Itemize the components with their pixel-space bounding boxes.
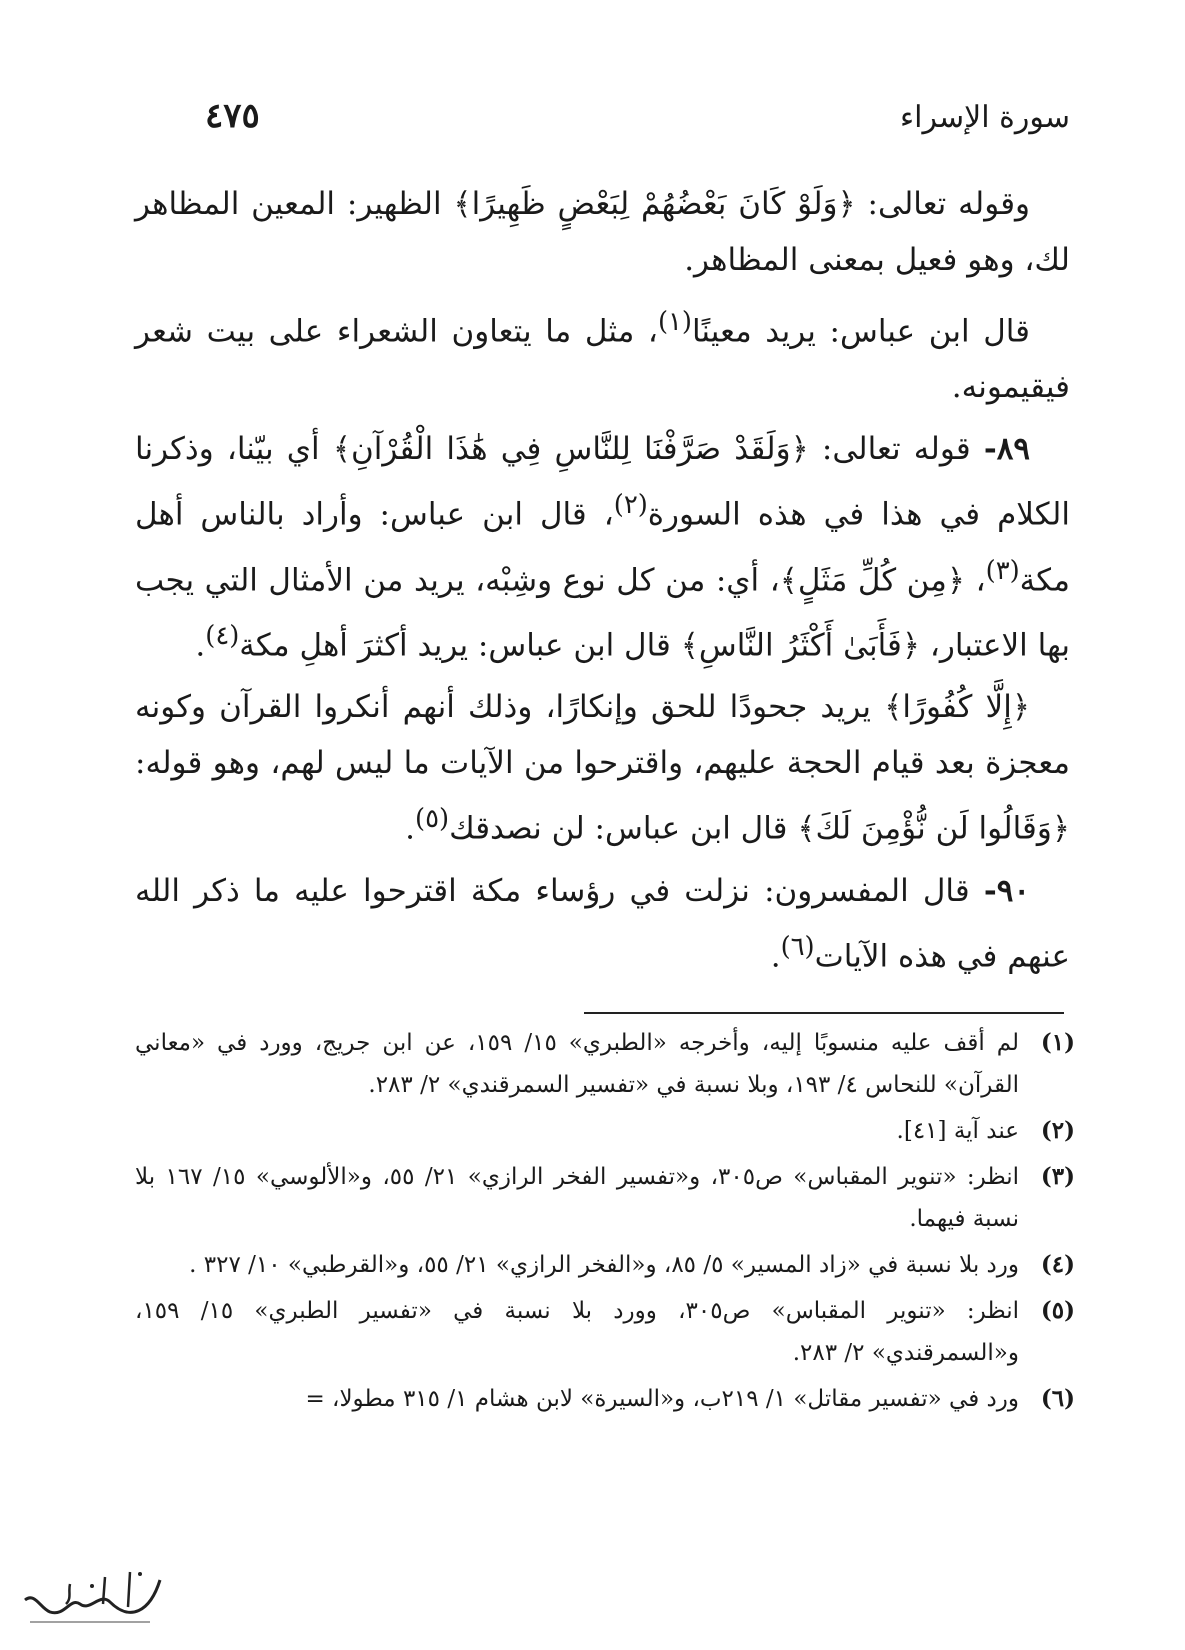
page-number: ٤٧٥ [205, 96, 260, 136]
surah-title: سورة الإسراء [900, 100, 1070, 135]
p4-verse-1: ﴿إِلَّا كُفُورًا﴾ [884, 689, 1030, 726]
footnote-marker: (٢) [1040, 1117, 1075, 1144]
p3-number: ٨٩- [983, 431, 1031, 468]
footnote-4 [135, 1244, 1075, 1286]
p3-text-4: ، أي: من كل نوع وشِبْه، يريد من الأمثال التي يجب بها الاعتبار، [135, 561, 1070, 664]
footnote-3 [135, 1156, 1075, 1240]
footnote-text: ورد في «تفسير مقاتل» ١/ ٢١٩ب، و«السيرة» لابن هشام ١/ ٣١٥ مطولا، = [305, 1386, 1019, 1412]
footnote-separator [584, 1012, 1064, 1014]
p4-verse-2: ﴿وَقَالُوا لَن نُّؤْمِنَ لَكَ﴾ [797, 810, 1070, 847]
footnote-marker: (٥) [1040, 1297, 1075, 1324]
p4-text-3: . [405, 810, 416, 847]
p4-text-1: يريد جحودًا للحق وإنكارًا، وذلك أنهم أنكروا القرآن وكونه معجزة بعد قيام الحجة عليهم، واقترحوا من الآيات ما ليس لهم، وهو قوله: [135, 689, 1070, 782]
footnote-ref-5[interactable]: (٥) [415, 804, 450, 835]
footnote-5 [135, 1290, 1075, 1374]
p3-text-3: ، [965, 561, 986, 598]
p5-text-2: . [770, 937, 781, 974]
footnote-text: لم أقف عليه منسوبًا إليه، وأخرجه «الطبري» ١٥/ ١٥٩، عن ابن جريج، وورد في «معاني القرآن» للنحاس ٤/ ١٩٣، وبلا نسبة في «تفسير السمرقندي» ٢/ ٢٨٣. [135, 1030, 1020, 1098]
footnote-text: عند آية [٤١]. [896, 1118, 1019, 1144]
footnote-text: انظر: «تنوير المقباس» ص٣٠٥، وورد بلا نسبة في «تفسير الطبري» ١٥/ ١٥٩، و«السمرقندي» ٢/ ٢٨٣. [135, 1298, 1020, 1366]
p2-text-after: ، مثل ما يتعاون الشعراء على بيت شعر فيقيمونه. [135, 313, 1070, 406]
paragraph-4 [135, 679, 1070, 856]
footnote-ref-4[interactable]: (٤) [205, 620, 240, 651]
p1-verse: ﴿وَلَوْ كَانَ بَعْضُهُمْ لِبَعْضٍ ظَهِيرًا﴾ [453, 186, 856, 222]
paragraph-2 [135, 294, 1070, 415]
p3-verse-2: ﴿مِن كُلِّ مَثَلٍ﴾ [779, 561, 966, 598]
main-text [135, 176, 1070, 990]
p3-verse-1: ﴿وَلَقَدْ صَرَّفْنَا لِلنَّاسِ فِي هَٰذَا الْقُرْآنِ﴾ [332, 431, 809, 468]
p3-intro: قوله تعالى: [808, 431, 984, 468]
footnote-marker: (٤) [1040, 1251, 1075, 1278]
p2-text-before: قال ابن عباس: يريد معينًا [691, 313, 1030, 350]
footnote-ref-6[interactable]: (٦) [780, 931, 815, 962]
footnote-ref-3[interactable]: (٣) [985, 555, 1020, 586]
p3-text-1: أي بيّنا، وذكرنا الكلام في هذا في هذه السورة [135, 431, 1070, 533]
p3-text-2: ، قال ابن عباس: وأراد بالناس أهل مكة [135, 496, 1070, 598]
footnote-2 [135, 1110, 1075, 1152]
p3-verse-3: ﴿فَأَبَىٰ أَكْثَرُ النَّاسِ﴾ [680, 627, 920, 664]
p3-text-6: . [195, 627, 206, 664]
footnote-ref-2[interactable]: (٢) [613, 490, 648, 521]
page-header [135, 96, 1070, 146]
footnote-6 [135, 1378, 1075, 1420]
footnote-text: ورد بلا نسبة في «زاد المسير» ٥/ ٨٥، و«الفخر الرازي» ٢١/ ٥٥، و«القرطبي» ١٠/ ٣٢٧ . [189, 1252, 1019, 1278]
footnote-ref-1[interactable]: (١) [657, 307, 692, 337]
paragraph-3 [135, 421, 1070, 673]
paragraph-5 [135, 863, 1070, 984]
footnote-text: انظر: «تنوير المقباس» ص٣٠٥، و«تفسير الفخر الرازي» ٢١/ ٥٥، و«الألوسي» ١٥/ ١٦٧ بلا نسبة فيهما. [135, 1164, 1020, 1232]
p5-text-1: قال المفسرون: نزلت في رؤساء مكة اقترحوا عليه ما ذكر الله عنهم في هذه الآيات [135, 872, 1070, 974]
footnote-marker: (٦) [1040, 1385, 1075, 1412]
footnotes [135, 1022, 1075, 1424]
footnote-1 [135, 1022, 1075, 1106]
calligraphy-logo-icon [10, 1562, 170, 1632]
p4-text-2: قال ابن عباس: لن نصدقك [449, 810, 798, 847]
paragraph-1 [135, 176, 1070, 288]
p1-rest: الظهير: المعين المظاهر لك، وهو فعيل بمعنى المظاهر. [135, 186, 1070, 278]
p1-intro: وقوله تعالى: [855, 186, 1031, 222]
p5-number: ٩٠- [983, 872, 1030, 909]
footnote-marker: (٣) [1040, 1163, 1075, 1190]
p3-text-5: قال ابن عباس: يريد أكثرَ أهلِ مكة [239, 627, 681, 664]
footnote-marker: (١) [1040, 1029, 1075, 1056]
